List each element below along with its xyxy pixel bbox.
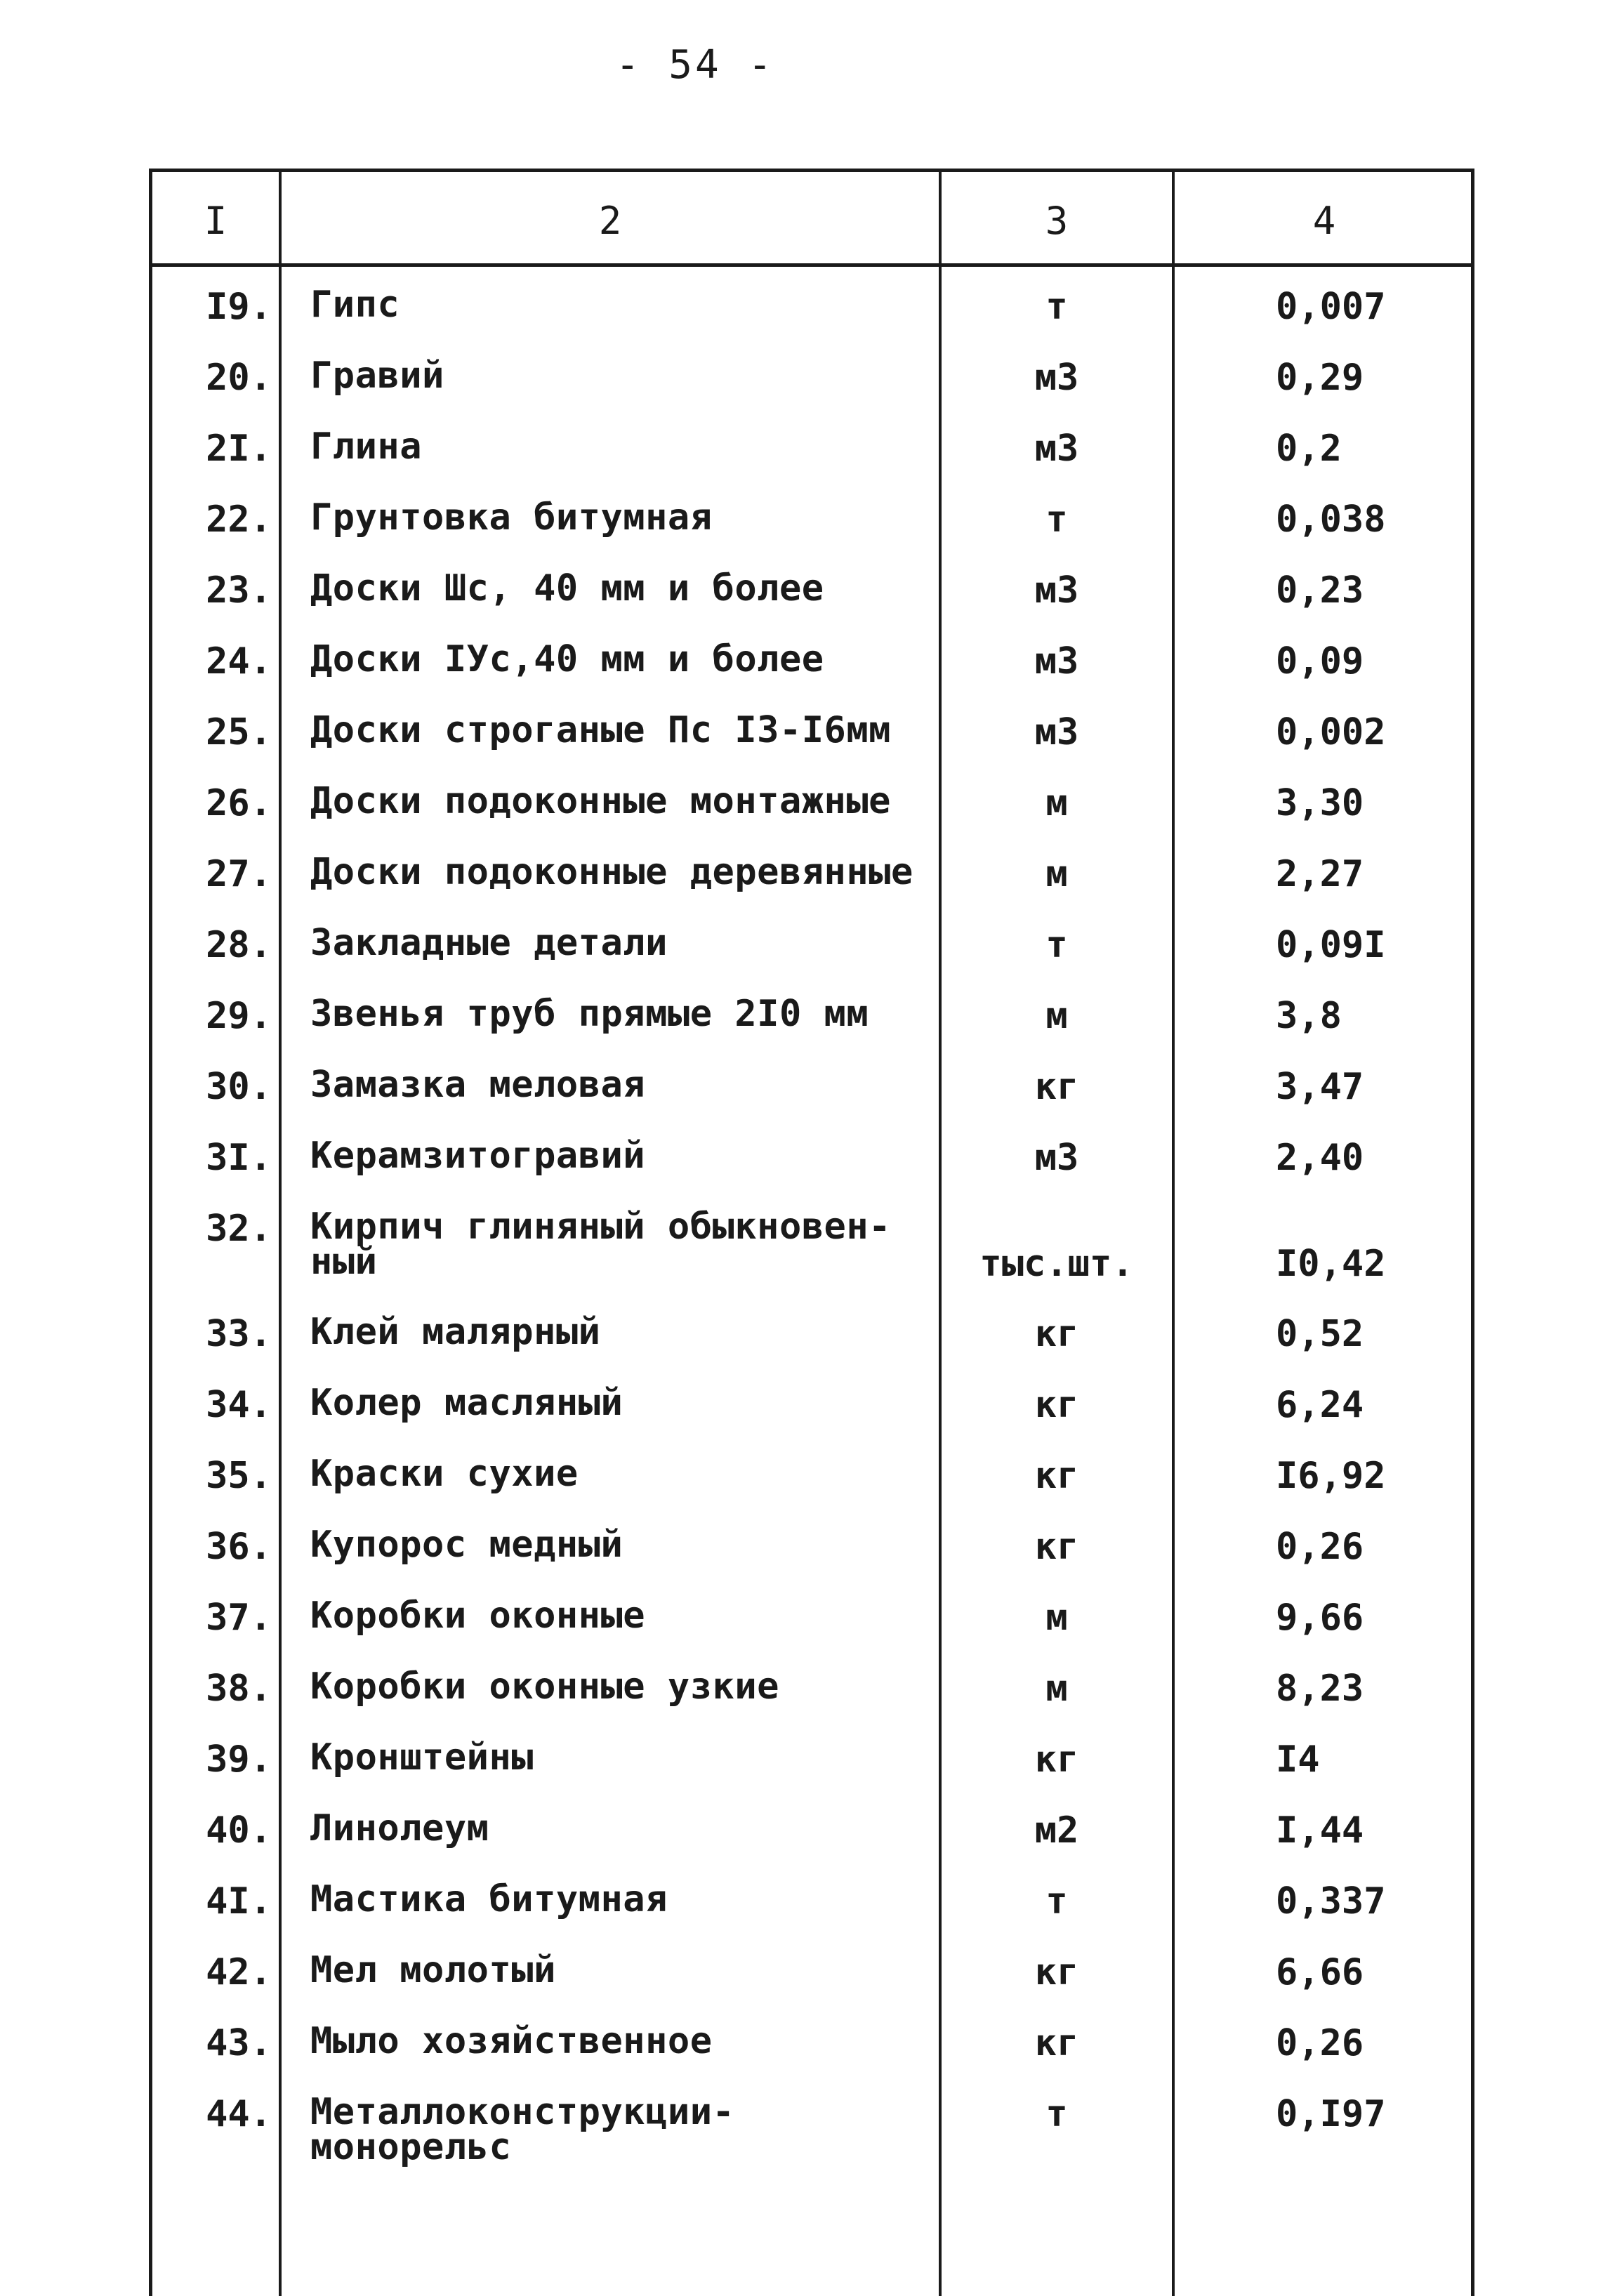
unit-of-measure: кг	[1034, 1526, 1079, 1568]
table-row	[152, 2014, 1471, 2085]
row-number: 25.	[206, 711, 272, 753]
material-name: Купорос медный	[310, 1524, 623, 1566]
unit-of-measure: т	[1045, 2093, 1068, 2135]
row-number: 26.	[206, 782, 272, 824]
material-name: Доски Шс, 40 мм и более	[310, 567, 824, 609]
header-divider	[152, 263, 1471, 267]
column-header-unit: 3	[1045, 199, 1069, 243]
quantity-value: 0,09	[1276, 640, 1364, 682]
row-number: I9.	[206, 286, 272, 328]
column-header-quantity: 4	[1312, 199, 1336, 243]
material-name: Гипс	[310, 284, 400, 326]
table-row	[152, 348, 1471, 419]
quantity-value: 0,52	[1276, 1313, 1364, 1355]
unit-of-measure: м	[1045, 1597, 1068, 1639]
table-row	[152, 703, 1471, 774]
unit-of-measure: кг	[1034, 1951, 1079, 1993]
table-row	[152, 1872, 1471, 1943]
quantity-value: 0,002	[1276, 711, 1386, 753]
unit-of-measure: кг	[1034, 1455, 1079, 1497]
table-body	[152, 277, 1471, 2168]
material-name: Грунтовка битумная	[310, 496, 713, 539]
material-name: Гравий	[310, 355, 444, 397]
unit-of-measure: м3	[1034, 1137, 1079, 1179]
row-number: 43.	[206, 2022, 272, 2064]
unit-of-measure: кг	[1034, 2022, 1079, 2064]
material-name: Клей малярный	[310, 1311, 601, 1353]
unit-of-measure: м3	[1034, 711, 1079, 753]
row-number: 24.	[206, 640, 272, 682]
unit-of-measure: м3	[1034, 428, 1079, 470]
row-number: 20.	[206, 357, 272, 399]
unit-of-measure: кг	[1034, 1066, 1079, 1108]
material-name: Краски сухие	[310, 1453, 579, 1495]
material-name: Звенья труб прямые 2I0 мм	[310, 993, 869, 1035]
material-name: Закладные детали	[310, 922, 668, 964]
table-row	[152, 419, 1471, 490]
row-number: 33.	[206, 1313, 272, 1355]
table-row	[152, 1128, 1471, 1199]
unit-of-measure: т	[1045, 499, 1068, 541]
material-name: Керамзитогравий	[310, 1135, 646, 1177]
page-number: - 54 -	[615, 42, 775, 88]
unit-of-measure: тыс.шт.	[979, 1243, 1134, 1285]
unit-of-measure: кг	[1034, 1384, 1079, 1426]
row-number: 3I.	[206, 1137, 272, 1179]
quantity-value: 3,47	[1276, 1066, 1364, 1108]
row-number: 34.	[206, 1384, 272, 1426]
quantity-value: I0,42	[1276, 1243, 1386, 1285]
row-number: 23.	[206, 569, 272, 612]
quantity-value: 3,30	[1276, 782, 1364, 824]
quantity-value: 0,29	[1276, 357, 1364, 399]
unit-of-measure: м	[1045, 853, 1068, 895]
row-number: 37.	[206, 1597, 272, 1639]
row-number: 28.	[206, 924, 272, 966]
row-number: 27.	[206, 853, 272, 895]
table-row	[152, 490, 1471, 561]
quantity-value: 2,40	[1276, 1137, 1364, 1179]
unit-of-measure: м	[1045, 995, 1068, 1037]
material-name: Мел молотый	[310, 1949, 556, 1991]
unit-of-measure: кг	[1034, 1313, 1079, 1355]
table-row	[152, 774, 1471, 845]
unit-of-measure: м2	[1034, 1809, 1079, 1852]
table-row	[152, 916, 1471, 987]
column-header-number: I	[204, 199, 227, 243]
quantity-value: 3,8	[1276, 995, 1342, 1037]
table-row	[152, 1801, 1471, 1872]
material-name: Доски подоконные деревянные	[310, 851, 913, 893]
unit-of-measure: м	[1045, 782, 1068, 824]
row-number: 35.	[206, 1455, 272, 1497]
row-number: 29.	[206, 995, 272, 1037]
quantity-value: 0,26	[1276, 1526, 1364, 1568]
row-number: 2I.	[206, 428, 272, 470]
material-name: Замазка меловая	[310, 1064, 646, 1106]
quantity-value: 0,09I	[1276, 924, 1386, 966]
quantity-value: 0,038	[1276, 499, 1386, 541]
unit-of-measure: м3	[1034, 640, 1079, 682]
material-name: Глина	[310, 425, 423, 468]
table-row	[152, 1199, 1471, 1305]
table-row	[152, 1057, 1471, 1128]
table-row	[152, 1375, 1471, 1446]
material-name: Мастика битумная	[310, 1878, 668, 1920]
table-row	[152, 1730, 1471, 1801]
row-number: 22.	[206, 499, 272, 541]
table-row	[152, 1305, 1471, 1375]
unit-of-measure: кг	[1034, 1739, 1079, 1781]
table-row	[152, 1517, 1471, 1588]
unit-of-measure: т	[1045, 286, 1068, 328]
materials-table	[149, 169, 1474, 2296]
table-row	[152, 561, 1471, 632]
quantity-value: 0,007	[1276, 286, 1386, 328]
unit-of-measure: м3	[1034, 569, 1079, 612]
material-name: Доски строганые Пс I3-I6мм	[310, 709, 891, 751]
row-number: 40.	[206, 1809, 272, 1852]
quantity-value: 6,24	[1276, 1384, 1364, 1426]
row-number: 44.	[206, 2093, 272, 2135]
row-number: 36.	[206, 1526, 272, 1568]
material-name: Кирпич глиняный обыкновен-ный	[310, 1206, 891, 1283]
quantity-value: 0,23	[1276, 569, 1364, 612]
table-row	[152, 2085, 1471, 2168]
material-name: Доски IУс,40 мм и более	[310, 638, 824, 680]
table-row	[152, 1943, 1471, 2014]
quantity-value: 6,66	[1276, 1951, 1364, 1993]
material-name: Кронштейны	[310, 1736, 534, 1779]
row-number: 38.	[206, 1668, 272, 1710]
unit-of-measure: т	[1045, 924, 1068, 966]
row-number: 4I.	[206, 1880, 272, 1922]
material-name: Коробки оконные	[310, 1595, 646, 1637]
row-number: 39.	[206, 1739, 272, 1781]
material-name: Линолеум	[310, 1807, 489, 1849]
material-name: Доски подоконные монтажные	[310, 780, 891, 822]
quantity-value: I4	[1276, 1739, 1320, 1781]
quantity-value: I,44	[1276, 1809, 1364, 1852]
quantity-value: 2,27	[1276, 853, 1364, 895]
quantity-value: 0,26	[1276, 2022, 1364, 2064]
table-row	[152, 632, 1471, 703]
material-name: Колер масляный	[310, 1382, 623, 1424]
quantity-value: 0,337	[1276, 1880, 1386, 1922]
row-number: 32.	[206, 1208, 272, 1250]
quantity-value: 8,23	[1276, 1668, 1364, 1710]
table-row	[152, 845, 1471, 916]
unit-of-measure: м3	[1034, 357, 1079, 399]
quantity-value: 9,66	[1276, 1597, 1364, 1639]
material-name: Мыло хозяйственное	[310, 2020, 713, 2062]
material-name: Коробки оконные узкие	[310, 1665, 779, 1708]
table-row	[152, 1446, 1471, 1517]
unit-of-measure: т	[1045, 1880, 1068, 1922]
column-header-name: 2	[598, 199, 622, 243]
row-number: 30.	[206, 1066, 272, 1108]
material-name: Металлоконструкции-монорельс	[310, 2091, 735, 2168]
table-row	[152, 987, 1471, 1057]
quantity-value: 0,I97	[1276, 2093, 1386, 2135]
unit-of-measure: м	[1045, 1668, 1068, 1710]
quantity-value: I6,92	[1276, 1455, 1386, 1497]
row-number: 42.	[206, 1951, 272, 1993]
table-row	[152, 277, 1471, 348]
table-row	[152, 1588, 1471, 1659]
table-row	[152, 1659, 1471, 1730]
quantity-value: 0,2	[1276, 428, 1342, 470]
